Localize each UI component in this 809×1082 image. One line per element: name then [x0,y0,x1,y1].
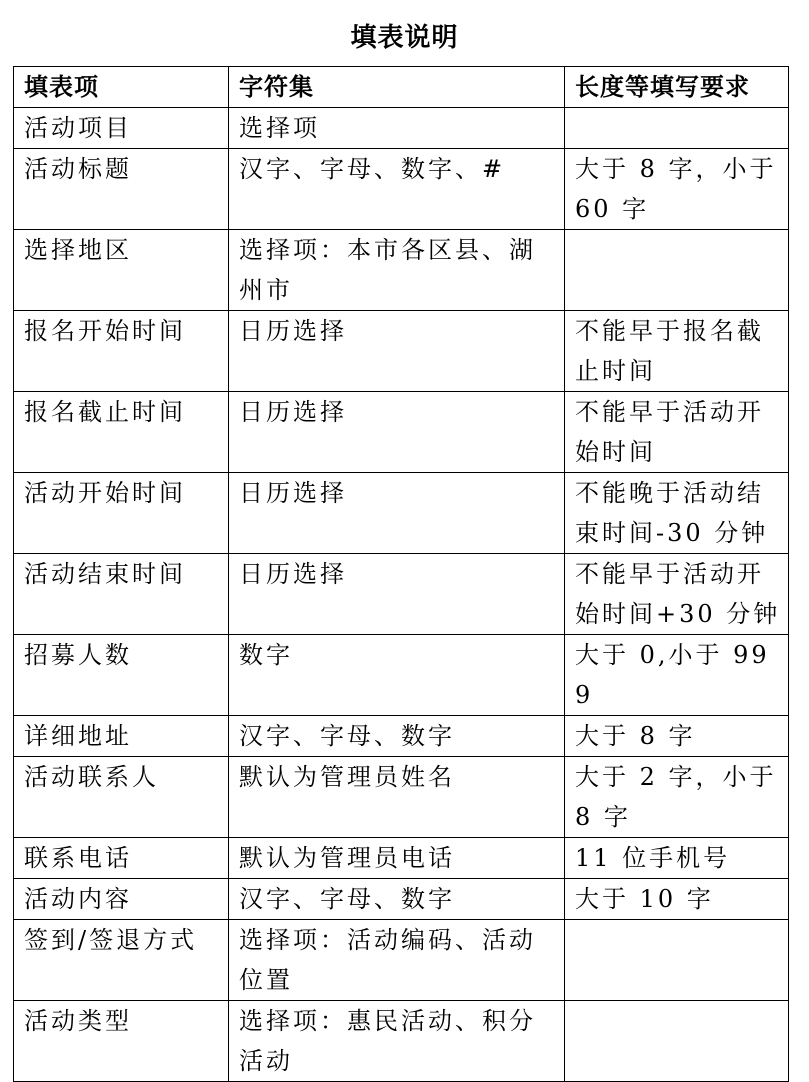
cell-requirement: 大于 8 字 [565,716,789,757]
cell-charset: 汉字、字母、数字 [229,879,565,920]
cell-field: 活动结束时间 [14,554,229,635]
table-row [14,838,789,879]
cell-requirement: 不能早于活动开始时间+30 分钟 [565,554,789,635]
cell-requirement: 不能早于报名截止时间 [565,311,789,392]
cell-field: 活动标题 [14,149,229,230]
cell-field: 详细地址 [14,716,229,757]
cell-charset: 选择项 [229,108,565,149]
table-row [14,108,789,149]
cell-requirement [565,230,789,311]
cell-requirement [565,108,789,149]
cell-requirement: 大于 8 字，小于 60 字 [565,149,789,230]
cell-field: 活动开始时间 [14,473,229,554]
cell-charset: 日历选择 [229,554,565,635]
cell-requirement: 大于 0,小于 999 [565,635,789,716]
cell-field: 招募人数 [14,635,229,716]
table-row [14,920,789,1001]
cell-charset: 默认为管理员电话 [229,838,565,879]
cell-field: 活动联系人 [14,757,229,838]
cell-charset: 选择项：活动编码、活动位置 [229,920,565,1001]
cell-field: 活动类型 [14,1001,229,1082]
table-row [14,1001,789,1082]
table-row [14,716,789,757]
header-requirement: 长度等填写要求 [565,67,789,108]
cell-field: 活动内容 [14,879,229,920]
cell-requirement [565,920,789,1001]
table-row [14,392,789,473]
table-row [14,757,789,838]
header-charset: 字符集 [229,67,565,108]
page-title: 填表说明 [350,23,459,53]
table-row [14,311,789,392]
table-row [14,149,789,230]
cell-requirement: 不能晚于活动结束时间-30 分钟 [565,473,789,554]
table-row [14,635,789,716]
cell-requirement: 不能早于活动开始时间 [565,392,789,473]
table-row [14,554,789,635]
cell-charset: 汉字、字母、数字、# [229,149,565,230]
cell-charset: 汉字、字母、数字 [229,716,565,757]
cell-field: 报名截止时间 [14,392,229,473]
cell-field: 活动项目 [14,108,229,149]
table-row [14,879,789,920]
cell-field: 选择地区 [14,230,229,311]
table-row [14,230,789,311]
cell-charset: 日历选择 [229,392,565,473]
cell-requirement: 大于 10 字 [565,879,789,920]
cell-charset: 选择项：本市各区县、湖州市 [229,230,565,311]
cell-field: 报名开始时间 [14,311,229,392]
instructions-table [13,66,789,1082]
cell-charset: 选择项：惠民活动、积分活动 [229,1001,565,1082]
cell-requirement: 11 位手机号 [565,838,789,879]
cell-requirement: 大于 2 字，小于 8 字 [565,757,789,838]
cell-charset: 日历选择 [229,473,565,554]
cell-field: 联系电话 [14,838,229,879]
cell-requirement [565,1001,789,1082]
cell-charset: 日历选择 [229,311,565,392]
cell-charset: 默认为管理员姓名 [229,757,565,838]
cell-field: 签到/签退方式 [14,920,229,1001]
header-field: 填表项 [14,67,229,108]
table-row [14,473,789,554]
table-header-row [14,67,789,108]
cell-charset: 数字 [229,635,565,716]
